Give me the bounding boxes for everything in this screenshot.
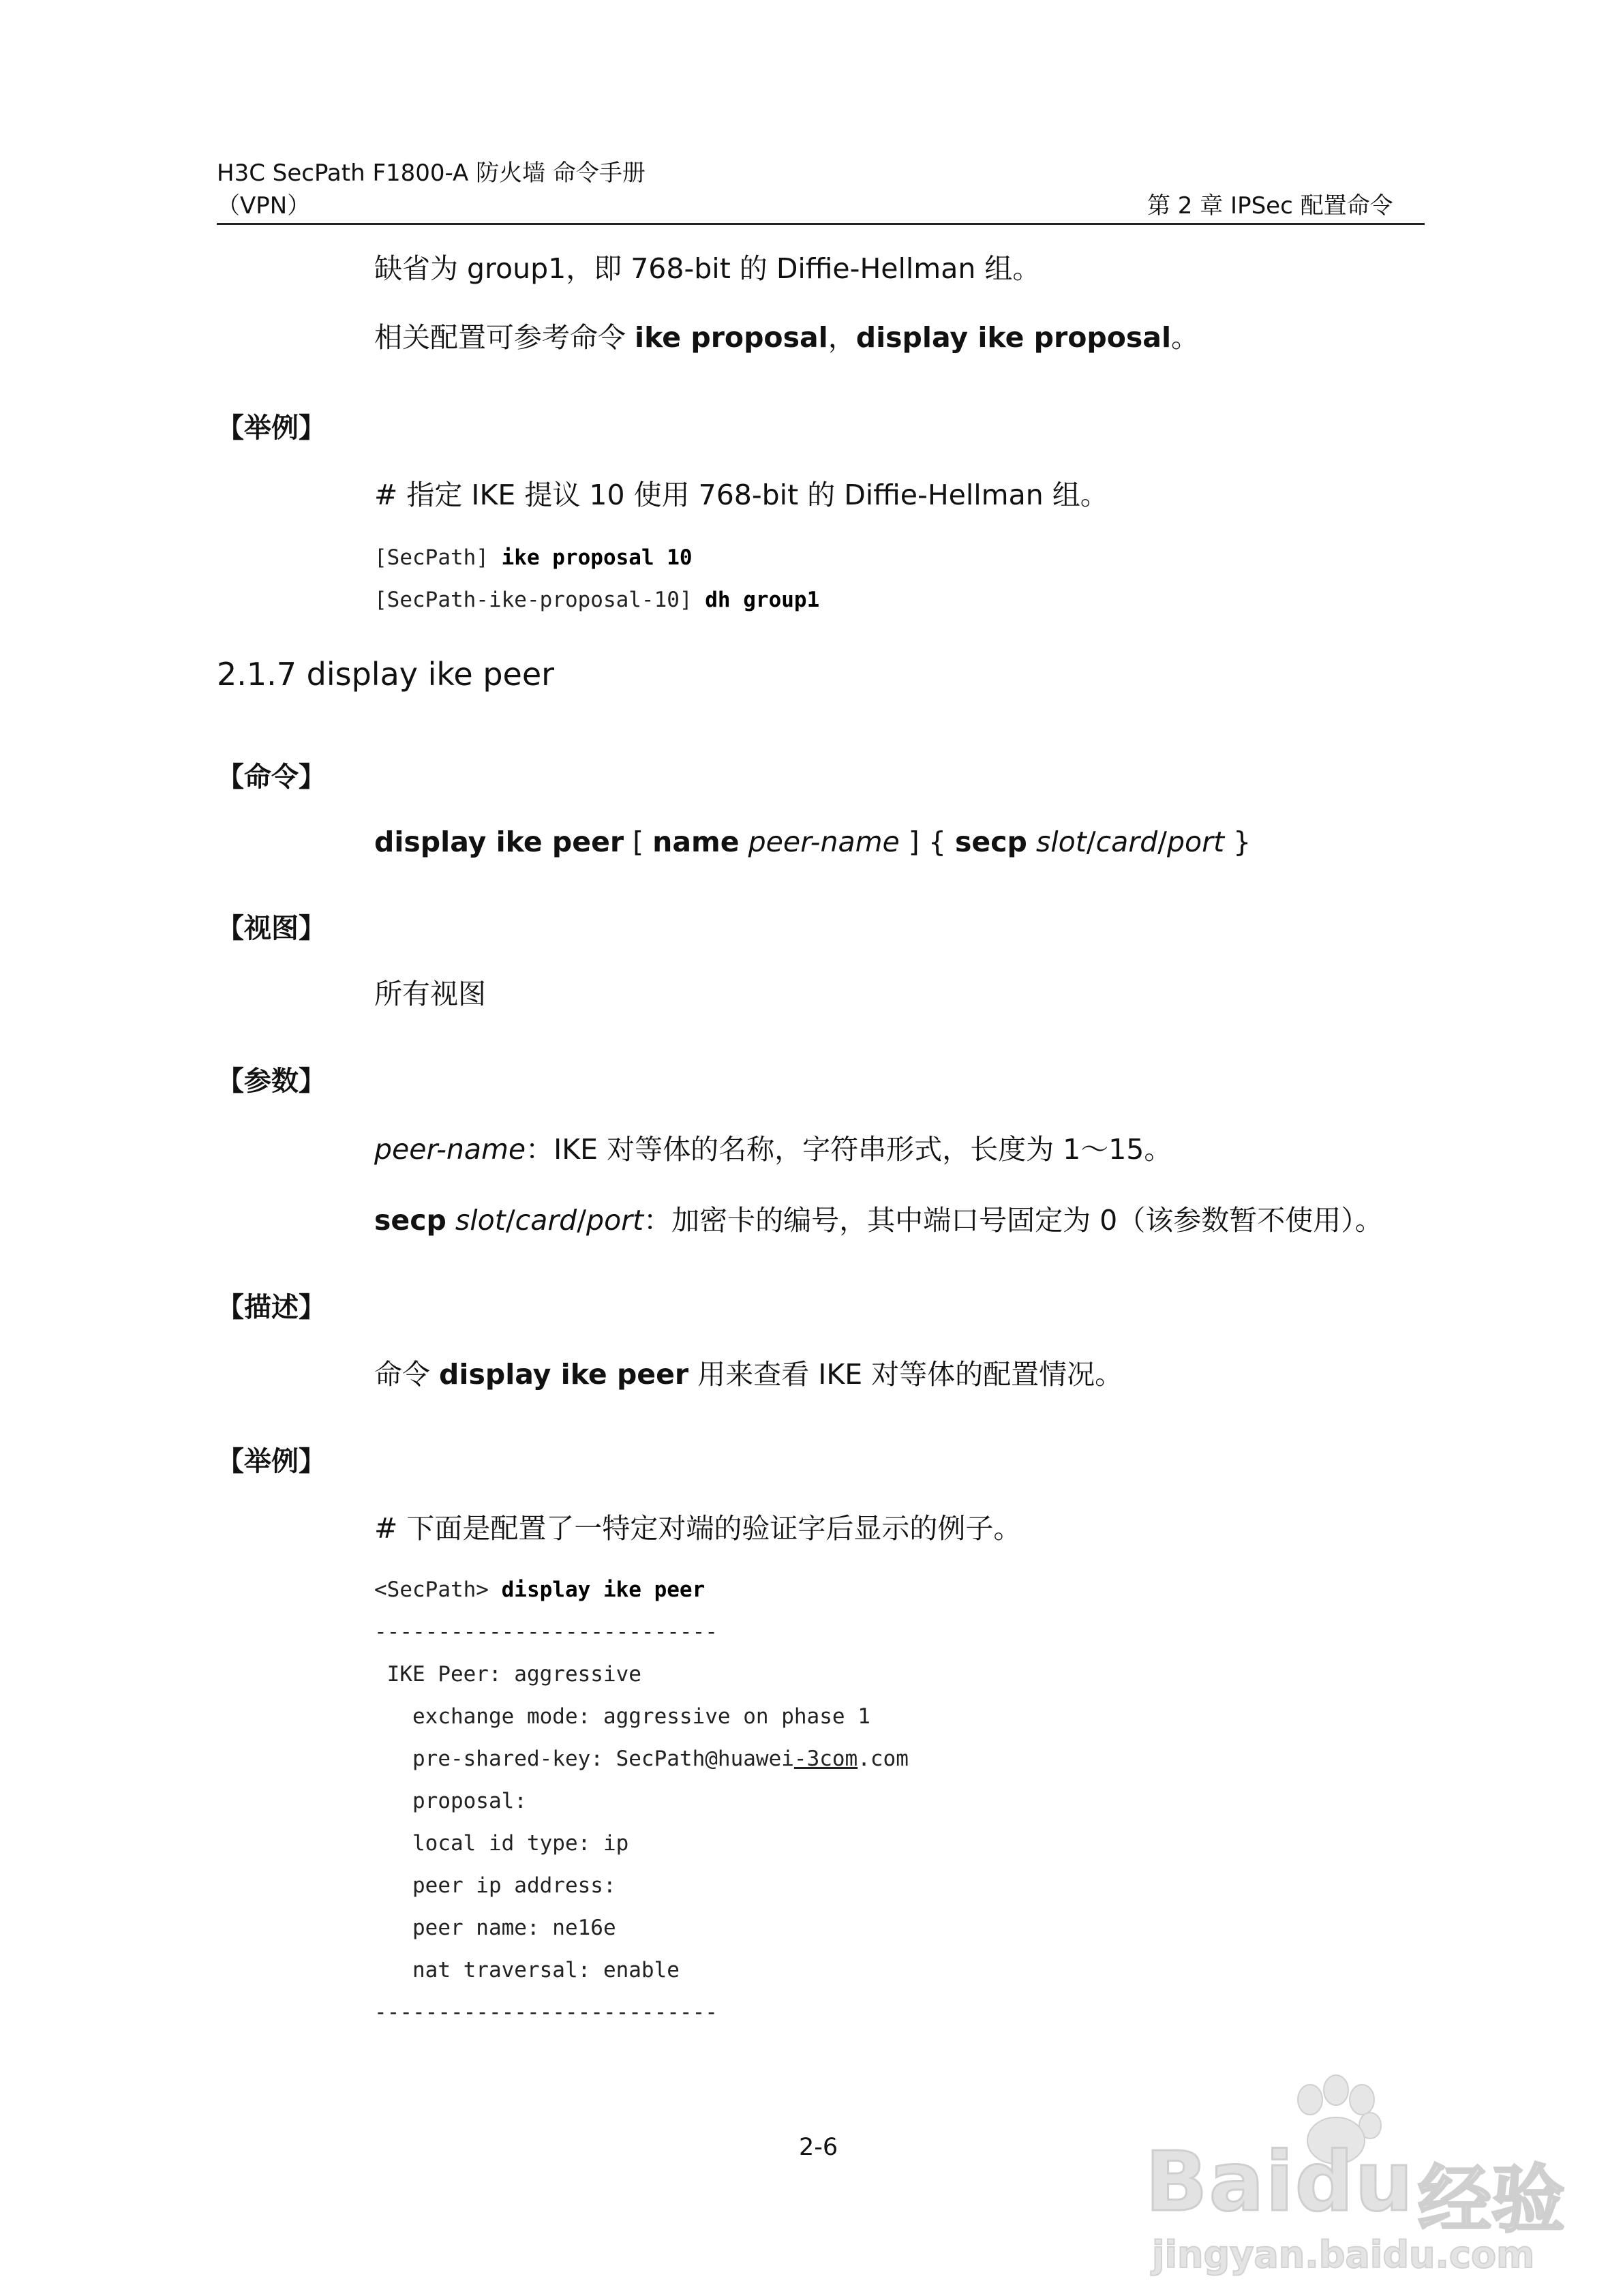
watermark-brand-bai: Bai — [1145, 2135, 1295, 2230]
watermark-brand — [1145, 2135, 1414, 2230]
param-description: ：加密卡的编号，其中端口号固定为 0（该参数暂不使用）。 — [643, 1204, 1383, 1237]
code-separator-bottom: --------------------------- — [374, 2000, 718, 2025]
code-prompt: [SecPath-ike-proposal-10] — [374, 588, 706, 612]
example2-command-line — [374, 1577, 705, 1602]
example1-code-line-1 — [374, 545, 693, 570]
param-slash: / — [577, 1204, 587, 1237]
code-line-peer-ip: peer ip address: — [374, 1873, 616, 1898]
header-chapter: 第 2 章 IPSec 配置命令 — [1147, 192, 1393, 220]
code-command: ike proposal 10 — [501, 545, 693, 570]
code-line-local-id-type: local id type: ip — [374, 1831, 629, 1856]
syntax-keyword: name — [652, 826, 740, 858]
header-title: H3C SecPath F1800-A 防火墙 命令手册 — [217, 160, 646, 187]
syntax-arg: peer-name — [739, 826, 900, 858]
param-name: peer-name — [374, 1133, 526, 1166]
code-line-nat-traversal: nat traversal: enable — [374, 1958, 680, 1982]
param-arg: slot — [446, 1204, 506, 1237]
syntax-bracket: [ — [624, 826, 653, 858]
params-heading: 【参数】 — [217, 1066, 326, 1097]
code-command: dh group1 — [705, 588, 820, 612]
description-text — [374, 1358, 1123, 1391]
code-command: display ike peer — [501, 1577, 706, 1602]
description-heading: 【描述】 — [217, 1292, 326, 1323]
code-separator-top: --------------------------- — [374, 1620, 718, 1644]
page-number: 2-6 — [799, 2134, 838, 2161]
param-secp — [374, 1204, 1383, 1237]
watermark-url: jingyan.baidu.com — [1152, 2233, 1535, 2276]
code-prompt: <SecPath> — [374, 1577, 502, 1602]
param-arg: card — [515, 1204, 577, 1237]
code-line-peer-name: peer name: ne16e — [374, 1916, 616, 1940]
command-syntax — [374, 828, 1251, 856]
syntax-keyword: display ike peer — [374, 826, 624, 858]
watermark-brand-du: du — [1294, 2135, 1414, 2230]
syntax-slash: / — [1157, 826, 1167, 858]
example1-code-line-2 — [374, 588, 819, 612]
syntax-arg: slot — [1027, 826, 1087, 858]
param-description: ：IKE 对等体的名称，字符串形式，长度为 1～15。 — [526, 1133, 1172, 1166]
section-title: 2.1.7 display ike peer — [217, 656, 555, 693]
param-slash: / — [505, 1204, 515, 1237]
param-arg: port — [586, 1204, 644, 1237]
code-line-exchange-mode: exchange mode: aggressive on phase 1 — [374, 1704, 870, 1729]
syntax-bracket: } — [1224, 826, 1252, 858]
related-config-end: 。 — [1171, 321, 1200, 354]
code-key-prefix: pre-shared-key: SecPath@huawei — [374, 1747, 794, 1771]
code-key-underlined: -3com — [793, 1747, 858, 1771]
example2-description: # 下面是配置了一特定对端的验证字后显示的例子。 — [374, 1512, 1022, 1545]
default-text: 缺省为 group1，即 768-bit 的 Diffie-Hellman 组。 — [374, 252, 1041, 285]
description-command: display ike peer — [439, 1358, 689, 1391]
code-prompt: [SecPath] — [374, 545, 502, 570]
command-heading: 【命令】 — [217, 761, 326, 793]
code-line-pre-shared-key — [374, 1747, 909, 1771]
view-text: 所有视图 — [374, 978, 486, 1010]
related-config-text — [374, 321, 1200, 354]
syntax-keyword: secp — [954, 826, 1027, 858]
param-peer-name — [374, 1133, 1172, 1166]
related-config-prefix: 相关配置可参考命令 — [374, 321, 635, 354]
view-heading: 【视图】 — [217, 913, 326, 944]
syntax-bracket: ] { — [899, 826, 955, 858]
description-prefix: 命令 — [374, 1358, 440, 1391]
baidu-watermark — [1132, 2072, 1609, 2277]
header-subtitle: （VPN） — [217, 192, 311, 220]
code-line-proposal: proposal: — [374, 1789, 527, 1813]
param-keyword: secp — [374, 1204, 446, 1237]
description-suffix: 用来查看 IKE 对等体的配置情况。 — [688, 1358, 1123, 1391]
example-heading-2: 【举例】 — [217, 1446, 326, 1477]
example-heading-1: 【举例】 — [217, 412, 326, 444]
related-config-sep: ， — [828, 321, 856, 354]
code-key-suffix: .com — [858, 1747, 909, 1771]
syntax-arg: port — [1167, 826, 1225, 858]
syntax-arg: card — [1095, 826, 1158, 858]
syntax-slash: / — [1086, 826, 1096, 858]
code-line-ike-peer: IKE Peer: aggressive — [374, 1662, 641, 1687]
example1-description: # 指定 IKE 提议 10 使用 768-bit 的 Diffie-Hellman 组。 — [374, 479, 1108, 511]
watermark-cn: 经验 — [1418, 2158, 1566, 2243]
header-rule — [217, 223, 1425, 225]
related-cmd-display-ike-proposal: display ike proposal — [855, 321, 1172, 354]
related-cmd-ike-proposal: ike proposal — [635, 321, 828, 354]
